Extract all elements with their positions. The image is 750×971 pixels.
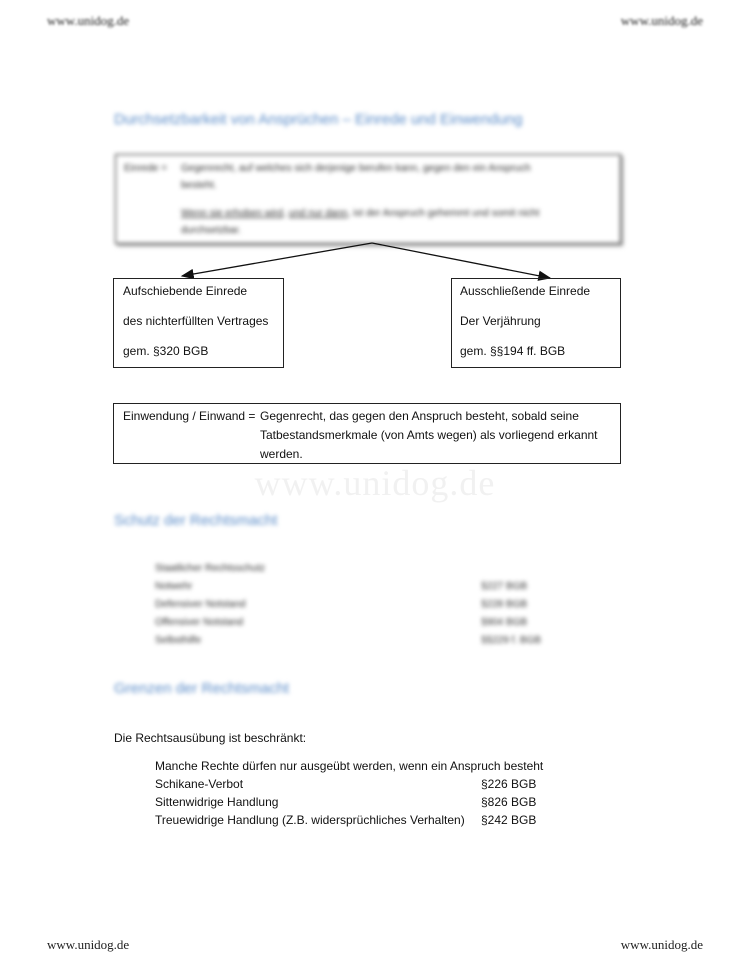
right-box-line3: gem. §§194 ff. BGB [460,344,566,358]
schutz-ref: §904 BGB [481,617,528,628]
schutz-intro: Staatlicher Rechtsschutz [155,563,266,574]
grenzen-lead: Manche Rechte dürfen nur ausgeübt werden, wenn ein Anspruch besteht [155,759,544,773]
einrede-term: Einrede = [124,163,168,174]
footer-right-link[interactable]: www.unidog.de [620,937,703,952]
arrow-left [182,243,372,276]
grenzen-label: Sittenwidrige Handlung [155,795,279,809]
einrede-emphasis-2: und nur dann [288,208,348,219]
schutz-ref: §228 BGB [481,599,528,610]
header-right-link[interactable]: www.unidog.de [620,13,703,28]
schutz-ref: §§229 f. BGB [481,635,542,646]
einrede-sep: , [283,208,289,219]
einrede-line1: Gegenrecht, auf welches sich derjenige berufen kann, gegen den ein Anspruch [181,163,531,174]
section2-title: Schutz der Rechtsmacht [114,512,278,529]
schutz-label: Offensiver Notstand [155,617,244,628]
schutz-row [155,632,555,650]
branch-arrows [0,0,750,300]
header-left-link[interactable]: www.unidog.de [47,13,130,28]
watermark: www.unidog.de [254,463,496,503]
left-box-line1: Aufschiebende Einrede [123,284,248,298]
einrede-line4: durchsetzbar. [181,225,242,236]
left-box-line2: des nichterfüllten Vertrages [123,314,269,328]
grenzen-label: Schikane-Verbot [155,777,244,791]
schutz-label: Selbsthilfe [155,635,202,646]
arrow-right [372,243,550,278]
schutz-label: Defensiver Notstand [155,599,246,610]
einrede-line3-rest: , ist der Anspruch gehemmt und somit nicht [347,208,540,219]
schutz-list [155,560,555,650]
grenzen-row [155,793,555,811]
einwendung-box [113,403,621,464]
grenzen-intro: Die Rechtsausübung ist beschränkt: [114,731,307,745]
ausschliessende-einrede-box [451,278,621,368]
schutz-ref: §227 BGB [481,581,528,592]
grenzen-ref: §826 BGB [481,795,537,809]
left-box-line3: gem. §320 BGB [123,344,209,358]
right-box-line2: Der Verjährung [460,314,541,328]
einwendung-line1: Gegenrecht, das gegen den Anspruch besteht, sobald seine [260,409,579,423]
aufschiebende-einrede-box [113,278,284,368]
grenzen-ref: §242 BGB [481,813,537,827]
schutz-row [155,614,555,632]
einwendung-line3: werden. [260,447,303,461]
einrede-emphasis-1: Wenn sie erhoben wird [181,208,284,219]
einwendung-term: Einwendung / Einwand = [123,409,256,423]
schutz-label: Notwehr [155,581,193,592]
section3-title: Grenzen der Rechtsmacht [114,680,290,697]
grenzen-row [155,775,555,793]
schutz-row [155,578,555,596]
section1-title: Durchsetzbarkeit von Ansprüchen – Einrede und Einwendung [114,111,523,128]
grenzen-label: Treuewidrige Handlung (Z.B. widersprüchliches Verhalten) [155,813,465,827]
einwendung-text [260,407,610,464]
grenzen-row [155,811,555,829]
right-box-line1: Ausschließende Einrede [460,284,591,298]
einrede-line2: besteht. [181,180,217,191]
grenzen-ref: §226 BGB [481,777,537,791]
footer-left-link[interactable]: www.unidog.de [47,937,130,952]
schutz-row [155,596,555,614]
einwendung-line2: Tatbestandsmerkmale (von Amts wegen) als vorliegend erkannt [260,428,598,442]
